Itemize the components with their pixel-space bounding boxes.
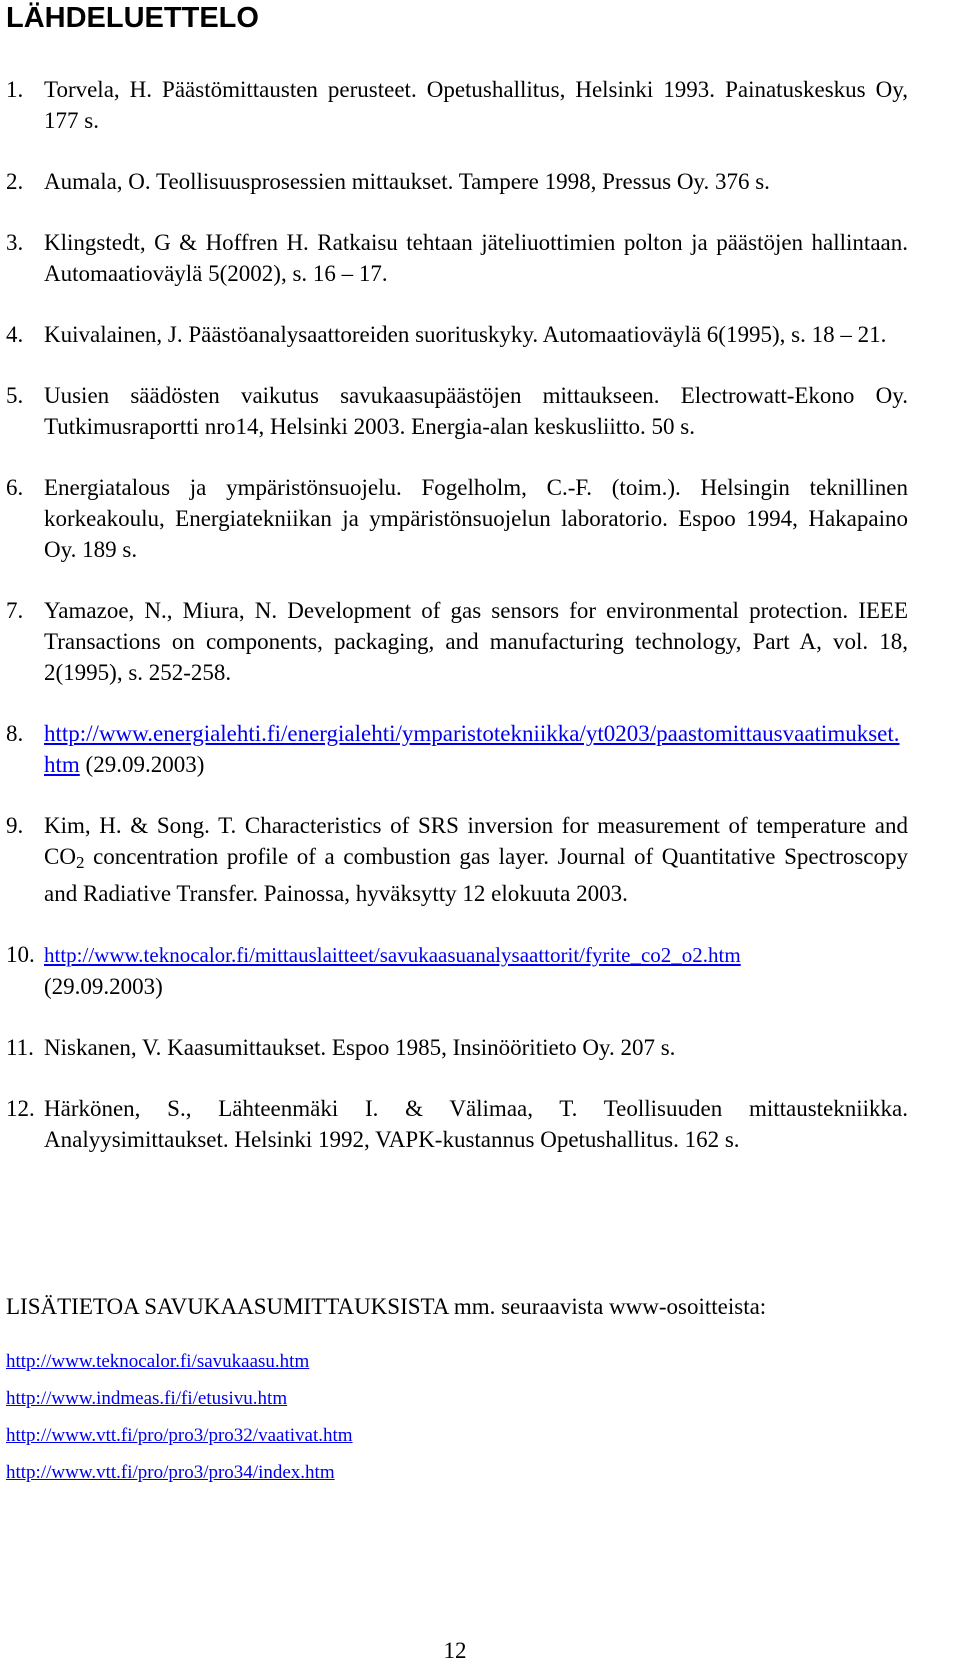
reference-number: 11. (6, 1035, 34, 1060)
reference-number: 5. (6, 383, 24, 408)
page-title: LÄHDELUETTELO (6, 2, 259, 34)
reference-item (0, 1032, 908, 1063)
reference-text: Yamazoe, N., Miura, N. Development of gas sensors for environmental protection. IEEE Transactions on components, packaging, and manufacturing technology, Part A, vol. 18, 2(1995), s. 252-258. (44, 598, 908, 685)
reference-number: 9. (6, 813, 24, 838)
page-number: 12 (443, 1638, 467, 1663)
reference-item (0, 595, 908, 688)
access-date: (29.09.2003) (44, 974, 163, 999)
list-item (6, 1461, 353, 1485)
reference-item (0, 227, 908, 289)
reference-text (44, 939, 908, 1002)
subscript: 2 (75, 853, 85, 872)
reference-number: 1. (6, 77, 24, 102)
list-item (6, 1424, 353, 1448)
reference-text (44, 718, 908, 780)
reference-item (0, 1093, 908, 1155)
reference-text: Niskanen, V. Kaasumittaukset. Espoo 1985, Insinööritieto Oy. 207 s. (44, 1035, 676, 1060)
more-info-links (6, 1350, 353, 1498)
reference-item (0, 380, 908, 442)
list-item (6, 1387, 353, 1411)
reference-text-part: concentration profile of a combustion gas layer. Journal of Quantitative Spectroscopy and Radiative Transfer. Painossa, hyväksytty 12 elokuuta 2003. (44, 844, 908, 906)
reference-text: Klingstedt, G & Hoffren H. Ratkaisu tehtaan jäteliuottimien polton ja päästöjen hallintaan. Automaatioväylä 5(2002), s. 16 – 17. (44, 230, 908, 286)
reference-number: 3. (6, 230, 24, 255)
reference-link[interactable]: http://www.energialehti.fi/energialehti/ymparistotekniikka/yt0203/paastomittausvaatimukset.htm (44, 721, 900, 777)
more-info-link[interactable]: http://www.indmeas.fi/fi/etusivu.htm (6, 1388, 288, 1409)
reference-item (0, 810, 908, 909)
reference-item (0, 74, 908, 136)
access-date: (29.09.2003) (79, 752, 205, 777)
reference-number: 8. (6, 721, 24, 746)
reference-text-part: Kim, H. & Song. T. Characteristics of SRS inversion for measurement of temperature and CO (44, 813, 908, 869)
reference-text: Uusien säädösten vaikutus savukaasupäästöjen mittaukseen. Electrowatt-Ekono Oy. Tutkimusraportti nro14, Helsinki 2003. Energia-alan keskusliitto. 50 s. (44, 383, 908, 439)
reference-item (0, 319, 908, 350)
reference-link[interactable]: http://www.teknocalor.fi/mittauslaitteet/savukaasuanalysaattorit/fyrite_co2_o2.htm (44, 943, 741, 967)
list-item (6, 1350, 353, 1374)
reference-number: 4. (6, 322, 24, 347)
reference-number: 2. (6, 169, 24, 194)
more-info-link[interactable]: http://www.teknocalor.fi/savukaasu.htm (6, 1351, 310, 1372)
reference-item (0, 718, 908, 780)
reference-text: Torvela, H. Päästömittausten perusteet. Opetushallitus, Helsinki 1993. Painatuskeskus Oy, 177 s. (44, 77, 908, 133)
reference-text (44, 810, 908, 909)
reference-item (0, 166, 908, 197)
reference-list (0, 74, 960, 1185)
reference-number: 12. (6, 1096, 35, 1121)
reference-text: Aumala, O. Teollisuusprosessien mittaukset. Tampere 1998, Pressus Oy. 376 s. (44, 169, 770, 194)
more-info-link[interactable]: http://www.vtt.fi/pro/pro3/pro34/index.htm (6, 1462, 335, 1483)
reference-item (0, 472, 908, 565)
reference-item (0, 939, 908, 1002)
reference-text: Energiatalous ja ympäristönsuojelu. Fogelholm, C.-F. (toim.). Helsingin teknillinen korkeakoulu, Energiatekniikan ja ympäristönsuojelun laboratorio. Espoo 1994, Hakapaino Oy. 189 s. (44, 475, 908, 562)
reference-text: Härkönen, S., Lähteenmäki I. & Välimaa, T. Teollisuuden mittaustekniikka. Analyysimittaukset. Helsinki 1992, VAPK-kustannus Opetushallitus. 162 s. (44, 1096, 908, 1152)
reference-number: 7. (6, 598, 24, 623)
reference-number: 6. (6, 475, 24, 500)
reference-number: 10. (6, 942, 35, 967)
reference-text: Kuivalainen, J. Päästöanalysaattoreiden suorituskyky. Automaatioväylä 6(1995), s. 18 – 21. (44, 322, 887, 347)
more-info-link[interactable]: http://www.vtt.fi/pro/pro3/pro32/vaativat.htm (6, 1425, 353, 1446)
more-info-title: LISÄTIETOA SAVUKAASUMITTAUKSISTA mm. seuraavista www-osoitteista: (6, 1294, 767, 1319)
